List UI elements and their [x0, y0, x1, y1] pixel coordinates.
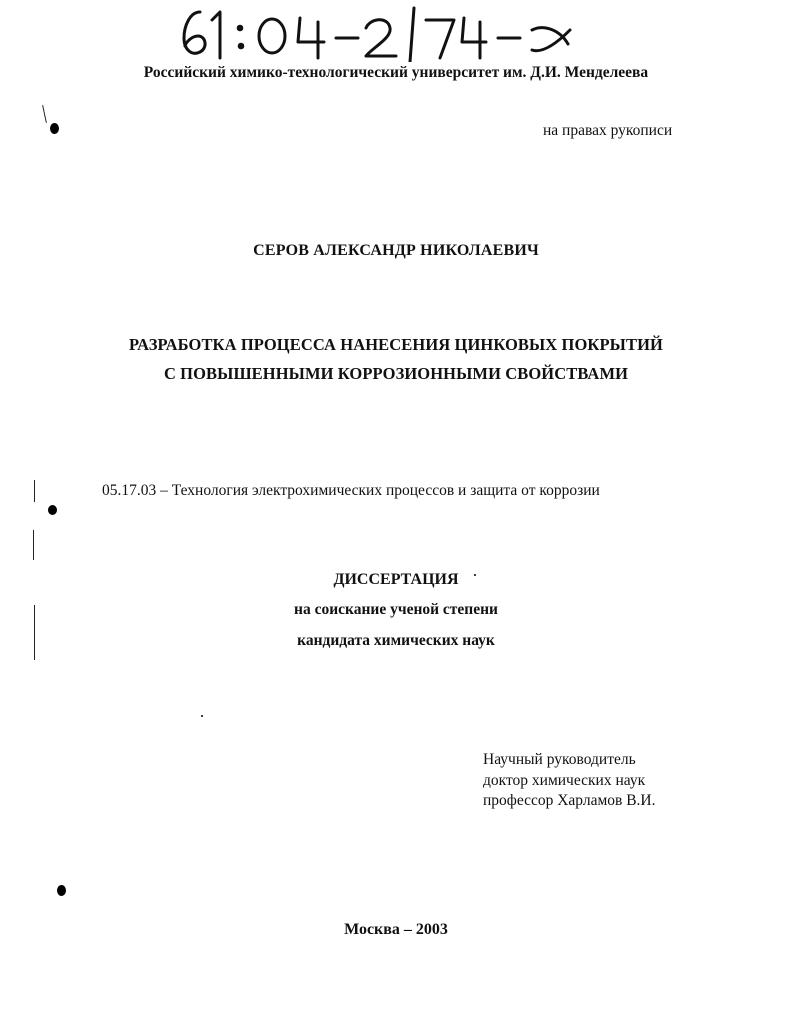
manuscript-rights-note: на правах рукописи [543, 122, 673, 139]
scan-speck [57, 885, 66, 896]
supervisor-degree: доктор химических наук [483, 771, 646, 789]
document-type: ДИССЕРТАЦИЯ [333, 571, 459, 588]
supervisor-role: Научный руководитель [483, 751, 636, 768]
scan-mark [42, 105, 47, 123]
dissertation-title [0, 330, 792, 388]
scan-speck [48, 505, 57, 515]
degree-line: кандидата химических наук [297, 632, 495, 649]
handwritten-code-stamp [160, 0, 610, 62]
scan-mark [34, 480, 35, 502]
supervisor-name: профессор Харламов В.И. [483, 792, 656, 809]
author-name: СЕРОВ АЛЕКСАНДР НИКОЛАЕВИЧ [253, 242, 539, 259]
scan-speck [50, 123, 59, 134]
supervisor-block [483, 750, 656, 812]
scan-speck [201, 715, 203, 717]
specialty-code: 05.17.03 – Технология электрохимических процессов и защита от коррозии [102, 482, 600, 499]
university-name: Российский химико-технологический университет им. Д.И. Менделеева [143, 64, 649, 81]
scan-mark [33, 530, 34, 560]
place-and-year: Москва – 2003 [344, 921, 448, 938]
title-line: РАЗРАБОТКА ПРОЦЕССА НАНЕСЕНИЯ ЦИНКОВЫХ ПОКРЫТИЙ [129, 335, 663, 354]
degree-line: на соискание ученой степени [294, 601, 498, 618]
title-line: С ПОВЫШЕННЫМИ КОРРОЗИОННЫМИ СВОЙСТВАМИ [163, 364, 629, 383]
